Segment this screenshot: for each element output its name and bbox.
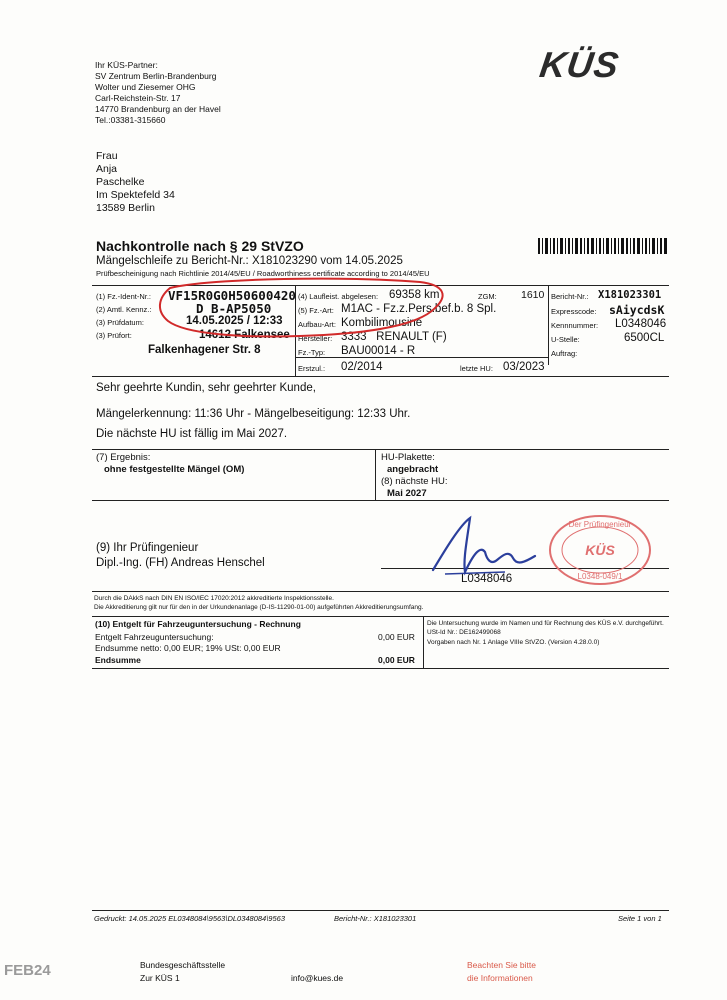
next-hu-value: Mai 2027 (387, 488, 427, 499)
stamp-logo-text: KÜS (585, 542, 615, 558)
billing-row-2-label: Endsumme netto: 0,00 EUR; 19% USt: 0,00 EUR (95, 643, 281, 653)
billing-note-3: Vorgaben nach Nr. 1 Anlage VIIIe StVZO. (Version 4.28.0.0) (427, 639, 600, 646)
engineer-label: (9) Ihr Prüfingenieur (96, 542, 199, 554)
accreditation-line-1: Durch die DAkkS nach DIN EN ISO/IEC 17020:2012 akkreditierte Inspektionsstelle. (94, 595, 334, 602)
recipient-address (96, 150, 175, 215)
billing-row-1-label: Entgelt Fahrzeuguntersuchung: (95, 632, 214, 642)
pruefingenieur-stamp (546, 512, 654, 588)
footer-info-2: die Informationen (467, 973, 533, 983)
typ-value: BAU00014 - R (341, 345, 416, 357)
partner-line: Ihr KÜS-Partner: (95, 60, 158, 70)
report-subtitle: Mängelschleife zu Bericht-Nr.: X181023290 vom 14.05.2025 (96, 255, 403, 267)
kues-logo: KÜS (537, 44, 622, 85)
billing-note-1: Die Untersuchung wurde im Namen und für Rechnung des KÜS e.V. durchgeführt. (427, 620, 664, 627)
plakette-value: angebracht (387, 464, 439, 475)
engineer-name: Dipl.-Ing. (FH) Andreas Henschel (96, 557, 265, 569)
zgm-label: ZGM: (478, 292, 497, 301)
partner-line: SV Zentrum Berlin-Brandenburg (95, 71, 217, 81)
bericht-label: Bericht-Nr.: (551, 292, 589, 301)
stamp-top-text: Der Prüfingenieur (568, 520, 632, 529)
ustelle-label: U-Stelle: (551, 335, 580, 344)
red-marker-circle (150, 276, 450, 344)
bericht-value: X181023301 (598, 289, 662, 301)
hersteller-label: Hersteller: (298, 334, 333, 343)
fz-ident-label: (1) Fz.-Ident-Nr.: (96, 292, 152, 301)
kennz-value: D B-AP5050 (196, 301, 272, 316)
recipient-line: Frau (96, 150, 118, 162)
typ-label: Fz.-Typ: (298, 348, 326, 357)
kennz-label: (2) Amtl. Kennz.: (96, 305, 152, 314)
erstzul-label: Erstzul.: (298, 364, 326, 373)
kennnummer-label: Kennnummer: (551, 321, 599, 330)
barcode-graphic (538, 238, 668, 254)
footer-email: info@kues.de (291, 973, 344, 983)
laufleistung-value: 69358 km (389, 289, 440, 301)
partner-line: Carl-Reichstein-Str. 17 (95, 93, 181, 103)
result-value: ohne festgestellte Mängel (OM) (104, 464, 245, 475)
body-line-1: Mängelerkennung: 11:36 Uhr - Mängelbeseitigung: 12:33 Uhr. (96, 408, 411, 420)
signature-graphic (425, 510, 565, 585)
footer-info-1: Beachten Sie bitte (467, 960, 536, 970)
result-label: (7) Ergebnis: (96, 452, 151, 463)
stamp-bottom-text: L0348-049/1 (577, 572, 623, 581)
plakette-label: HU-Plakette: (381, 452, 435, 463)
partner-line: 14770 Brandenburg an der Havel (95, 104, 221, 114)
next-hu-label: (8) nächste HU: (381, 476, 448, 487)
zgm-value: 1610 (521, 289, 545, 301)
billing-title: (10) Entgelt für Fahrzeuguntersuchung - Rechnung (95, 619, 301, 629)
aufbau-value: Kombilimousine (341, 317, 423, 329)
ort-value-2: Falkenhagener Str. 8 (148, 344, 261, 356)
recipient-line: Paschelke (96, 176, 145, 188)
recipient-line: Anja (96, 163, 118, 175)
partner-line: Wolter und Ziesemer OHG (95, 82, 196, 92)
letzte-hu-value: 03/2023 (503, 361, 545, 373)
report-note: Prüfbescheinigung nach Richtlinie 2014/45/EU / Roadworthiness certificate according to 2014/45/EU (96, 269, 430, 278)
engineer-id: L0348046 (461, 573, 513, 585)
partner-address (95, 60, 221, 126)
footer-bericht: Bericht-Nr.: X181023301 (334, 914, 417, 923)
fzart-label: (5) Fz.-Art: (298, 306, 334, 315)
auftrag-label: Auftrag: (551, 349, 578, 358)
kennnummer-value: L0348046 (615, 318, 667, 330)
footer-office-1: Bundesgeschäftsstelle (140, 960, 226, 970)
ustelle-value: 6500CL (624, 332, 665, 344)
billing-note-2: USt-Id Nr.: DE162499068 (427, 629, 501, 636)
billing-row-1-value: 0,00 EUR (378, 632, 415, 642)
letzte-hu-label: letzte HU: (460, 364, 493, 373)
laufleistung-label: (4) Laufleist. abgelesen: (298, 292, 379, 301)
report-title: Nachkontrolle nach § 29 StVZO (96, 238, 304, 254)
fzart-value: M1AC - Fz.z.Pers.bef.b. 8 Spl. (341, 303, 497, 315)
fz-ident-value: VF15R0G0H50600420 (168, 288, 296, 303)
partner-line: Tel.:03381-315660 (95, 115, 166, 125)
ort-label: (3) Prüfort: (96, 331, 132, 340)
hersteller-value: 3333 RENAULT (F) (341, 331, 447, 343)
footer-office-2: Zur KÜS 1 (140, 973, 180, 983)
ort-value-1: 14612 Falkensee (199, 329, 290, 341)
greeting: Sehr geehrte Kundin, sehr geehrter Kunde, (96, 382, 316, 394)
watermark-badge: FEB24 (4, 962, 51, 979)
footer-printed: Gedruckt: 14.05.2025 EL0348084\9563\DL0348084\9563 (94, 914, 285, 923)
billing-row-3-label: Endsumme (95, 655, 141, 665)
datum-label: (3) Prüfdatum: (96, 318, 144, 327)
expresscode-label: Expresscode: (551, 307, 597, 316)
erstzul-value: 02/2014 (341, 361, 383, 373)
recipient-line: 13589 Berlin (96, 202, 155, 214)
expresscode-value: sAiycdsK (609, 303, 665, 317)
body-line-2: Die nächste HU ist fällig im Mai 2027. (96, 428, 288, 440)
datum-value: 14.05.2025 / 12:33 (186, 315, 283, 327)
aufbau-label: Aufbau-Art: (298, 320, 336, 329)
recipient-line: Im Spektefeld 34 (96, 189, 175, 201)
billing-row-3-value: 0,00 EUR (378, 655, 415, 665)
accreditation-line-2: Die Akkreditierung gilt nur für den in der Urkundenanlage (D-IS-11290-01-00) aufgeführten Akkreditierungsumfang. (94, 604, 424, 611)
footer-page: Seite 1 von 1 (618, 914, 662, 923)
